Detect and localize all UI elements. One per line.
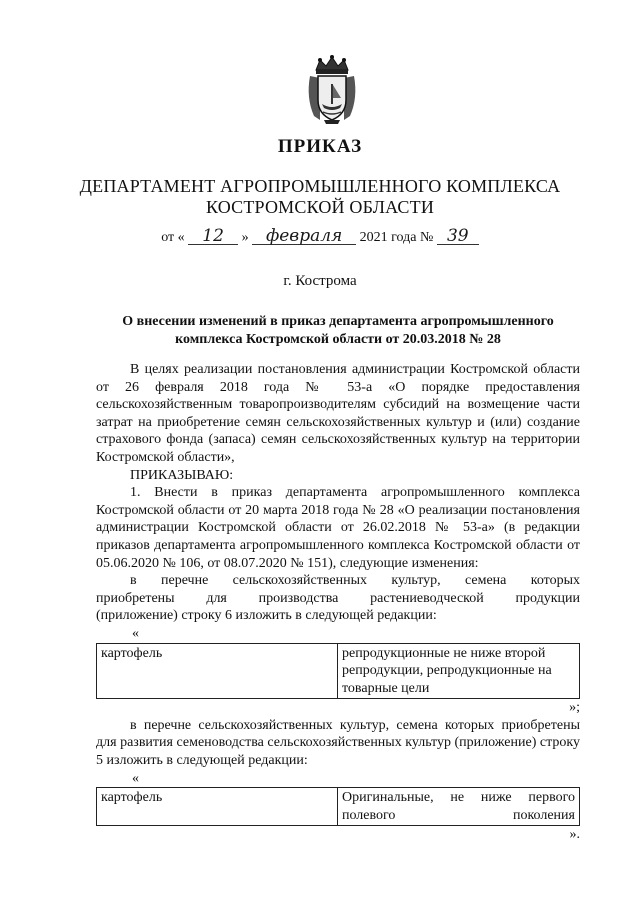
change-1-line-1: в перечне сельскохозяйственных культур, семена которых	[130, 573, 580, 589]
date-prefix: от «	[161, 230, 185, 245]
table-cell-seed-category: репродукционные не ниже второй репродукции, репродукционные на товарные цели	[338, 643, 580, 699]
department-name	[0, 176, 640, 218]
quote-open-2: «	[132, 770, 139, 786]
quote-close-2: ».	[569, 827, 580, 843]
change-1-paragraph	[96, 572, 580, 590]
change-2-paragraph: в перечне сельскохозяйственных культур, семена которых приобретены для развития семеноводства сельскохозяйственных культур (приложение) строку 5 изложить в следующей редакции:	[96, 717, 580, 769]
date-year: 2021 года №	[359, 230, 434, 245]
date-day: 12	[188, 228, 238, 245]
preamble-paragraph: В целях реализации постановления администрации Костромской области от 26 февраля 2018 года № 53-а «О порядке предоставления сельскохозяйственным товаропроизводителям субсидий на возмещение части затрат на приобретение семян сельскохозяйственных культур и (или) создание страхового фонда (запаса) семян сельскохозяйственных культур на территории Костромской области»,	[96, 362, 580, 465]
order-body	[96, 361, 580, 844]
seed-category-text: Оригинальные, не ниже первого полевого поколения	[342, 790, 575, 823]
date-month: февраля	[252, 228, 356, 245]
date-mid: »	[241, 230, 249, 245]
change-1-line-2: приобретены для производства растениеводческой продукции	[96, 590, 580, 606]
table-cell-seed-category	[338, 788, 580, 826]
replacement-table-1	[96, 643, 580, 700]
department-line-1: ДЕПАРТАМЕНТ АГРОПРОМЫШЛЕННОГО КОМПЛЕКСА	[79, 176, 561, 196]
replacement-table-2	[96, 787, 580, 826]
coat-of-arms-icon	[304, 54, 360, 126]
document-title: ПРИКАЗ	[277, 136, 363, 157]
change-1-line-3: (приложение) строку 6 изложить в следующей редакции:	[96, 608, 437, 624]
date-line	[0, 228, 640, 246]
table-row	[97, 643, 580, 699]
item-1-paragraph: 1. Внести в приказ департамента агропромышленного комплекса Костромской области от 20 марта 2018 года № 28 «О реализации постановления администрации Костромской области от 26.02.2018 № 53-а» (в редакции приказов департамента агропромышленного комплекса Костромской области от 05.06.2020 № 106, от 08.07.2020 № 151), следующие изменения:	[96, 485, 580, 571]
order-subject	[96, 313, 580, 349]
table-row	[97, 788, 580, 826]
subject-line-1: О внесении изменений в приказ департамента агропромышленного	[122, 314, 554, 329]
quote-open-1: «	[132, 625, 139, 641]
department-line-2: КОСТРОМСКОЙ ОБЛАСТИ	[205, 197, 435, 217]
table-cell-crop: картофель	[97, 788, 338, 826]
quote-close-1: »;	[569, 700, 580, 716]
order-number: 39	[437, 228, 479, 245]
subject-line-2: комплекса Костромской области от 20.03.2018 № 28	[175, 332, 501, 347]
order-word: ПРИКАЗЫВАЮ:	[130, 467, 234, 483]
city: г. Кострома	[283, 273, 357, 289]
table-cell-crop: картофель	[97, 643, 338, 699]
